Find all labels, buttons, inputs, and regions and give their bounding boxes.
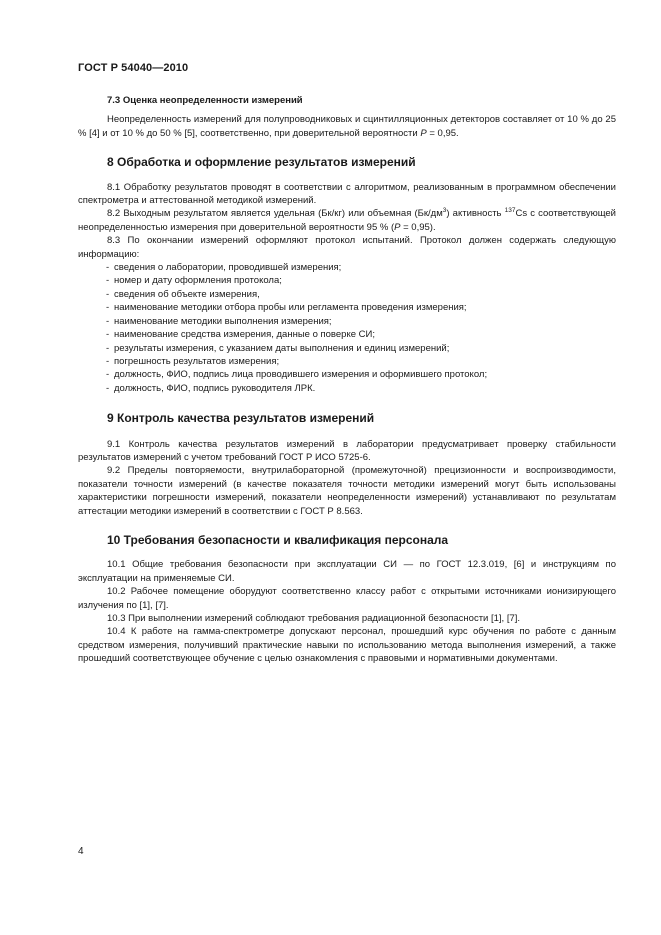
paragraph-8-1: 8.1 Обработку результатов проводят в соответствии с алгоритмом, реализованным в программном обеспечении спектрометра и аттестованной методикой измерений. (78, 181, 616, 207)
list-item: - должность, ФИО, подпись лица проводившего измерения и оформившего протокол; (78, 368, 616, 381)
paragraph-9-1: 9.1 Контроль качества результатов измерений в лаборатории предусматривает проверку стабильности результатов измерений с учетом требований ГОСТ Р ИСО 5725-6. (78, 438, 616, 463)
paragraph-9-2: 9.2 Пределы повторяемости, внутрилабораторной (промежуточной) прецизионности и воспроизводимости, показатели точности измерений (в качестве показателя точности методики измерений могут быть использованы характеристики погрешности измерений, показатели неопределенности измерений) устанавливают по результатам аттестации методики измерений в соответствии с ГОСТ Р 8.563. (78, 465, 616, 517)
list-item: - должность, ФИО, подпись руководителя ЛРК. (78, 382, 616, 395)
list-item: - погрешность результатов измерения; (78, 355, 616, 368)
probability-variable: Р (394, 221, 401, 233)
list-item: - наименование методики выполнения измерения; (78, 315, 616, 328)
document-code: ГОСТ Р 54040—2010 (78, 62, 189, 74)
list-item: - результаты измерения, с указанием даты выполнения и единиц измерений; (78, 342, 616, 355)
page-body (78, 94, 616, 666)
protocol-info-list (78, 261, 616, 395)
superscript-137: 137 (504, 207, 516, 215)
paragraph-7-3 (78, 113, 616, 140)
paragraph-8-3: 8.3 По окончании измерений оформляют протокол испытаний. Протокол должен содержать следующую информацию: (78, 235, 616, 260)
list-item: - сведения об объекте измерения, (78, 288, 616, 301)
paragraph-10-2: 10.2 Рабочее помещение оборудуют соответственно классу работ с открытыми источниками ионизирующего излучения по [1], [7]. (78, 586, 616, 611)
list-item: - наименование средства измерения, данные о поверке СИ; (78, 328, 616, 341)
page-number: 4 (78, 846, 84, 857)
paragraph-10-1: 10.1 Общие требования безопасности при эксплуатации СИ — по ГОСТ 12.3.019, [6] и инструкциям по эксплуатации на применяемые СИ. (78, 559, 616, 584)
list-item: - наименование методики отбора пробы или регламента проведения измерения; (78, 301, 616, 314)
section-title-9: 9 Контроль качества результатов измерений (107, 411, 375, 426)
paragraph-8-2-text-d: = 0,95). (400, 221, 436, 233)
list-item: - номер и дату оформления протокола; (78, 274, 616, 287)
paragraph-8-2-text-c: Cs с соответствующей неопределенностью измерения при доверительной вероятности 95 % ( (78, 208, 616, 233)
superscript-3: 3 (442, 207, 447, 215)
probability-variable: Р (420, 127, 427, 139)
paragraph-7-3-end: = 0,95. (426, 127, 459, 139)
paragraph-8-2 (78, 207, 616, 234)
section-title-10: 10 Требования безопасности и квалификация персонала (107, 532, 449, 547)
section-title-8: 8 Обработка и оформление результатов измерений (107, 155, 416, 170)
paragraph-10-3: 10.3 При выполнении измерений соблюдают требования радиационной безопасности [1], [7]. (107, 613, 521, 624)
paragraph-10-4: 10.4 К работе на гамма-спектрометре допускают персонал, прошедший курс обучения по работе с данным средством измерения, получивший практические навыки по использованию метода выполнения измерений, а также прошедший соответствующее обучение с целью ознакомления с правовыми и нормативными документами. (78, 626, 616, 665)
paragraph-8-2-text-a: 8.2 Выходным результатом является удельная (Бк/кг) или объемная (Бк/дм (107, 208, 443, 220)
paragraph-7-3-text: Неопределенность измерений для полупроводниковых и сцинтилляционных детекторов составляет от 10 % до 25 % [4] и от 10 % до 50 % [5], соответственно, при доверительной вероятности (78, 114, 616, 139)
subsection-title-7-3: 7.3 Оценка неопределенности измерений (107, 95, 303, 106)
list-item: - сведения о лаборатории, проводившей измерения; (78, 261, 616, 274)
paragraph-8-2-text-b: ) активность (446, 208, 505, 220)
